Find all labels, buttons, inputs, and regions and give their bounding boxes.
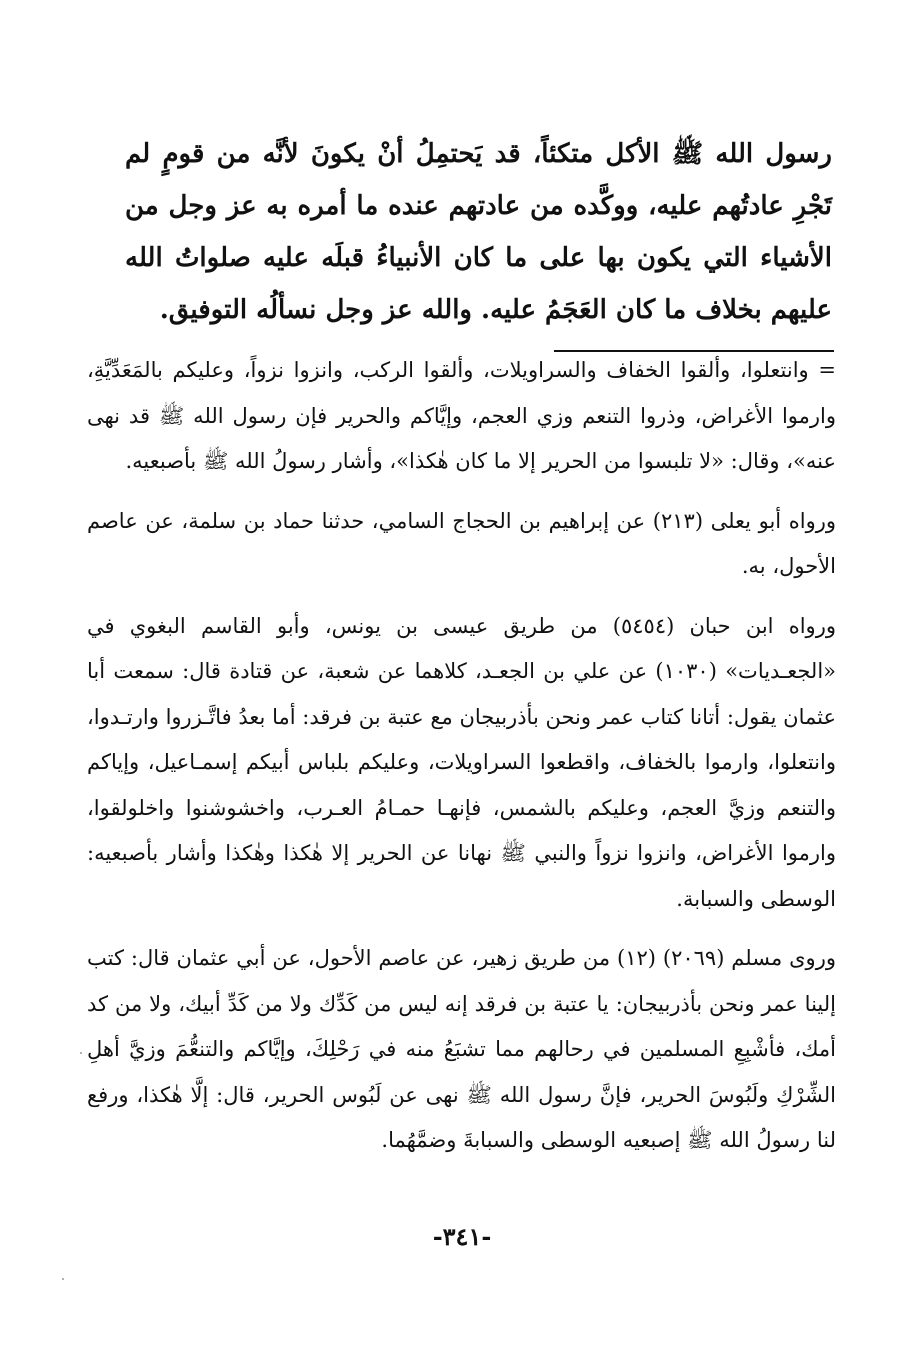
- footnote-paragraph: ورواه ابن حبان (٥٤٥٤) من طريق عيسى بن يونس، وأبو القاسم البغوي في «الجعـديات» (١٠٣٠) عن علي بن الجعـد، كلاهما عن شعبة، عن قتادة قال: سمعت أبا عثمان يقول: أتانا كتاب عمر ونحن بأذربيجان مع عتبة بن فرقد: أما بعدُ فاتَّـزروا وارتـدوا، وانتعلوا، وارموا بالخفاف، واقطعوا السراويلات، وعليكم بلباس أبيكم إسمـاعيل، وإياكم والتنعم وزيَّ العجم، وعليكم بالشمس، فإنهـا حمـامُ العـرب، واخشوشنوا واخلولقوا، وارموا الأغراض، وانزوا نزواً والنبي ﷺ نهانا عن الحرير إلا هٰكذا وهٰكذا وأشار بأصبعيه: الوسطى والسبابة.: [87, 613, 837, 911]
- footnotes-block: [87, 348, 836, 1164]
- main-paragraph: رسول الله ﷺ الأكل متكئاً، قد يَحتمِلُ أنْ يكونَ لأنَّه من قومٍ لم تَجْرِ عادتُهم عليه، ووكَّده من عادتهم عنده ما أمره به عز وجل من الأشياء التي يكون بها على ما كان الأنبياءُ قبلَه عليه صلواتُ الله عليهم بخلاف ما كان العَجَمُ عليه. والله عز وجل نسألُه التوفيق.: [125, 139, 832, 325]
- footnote-paragraph: وروى مسلم (٢٠٦٩) (١٢) من طريق زهير، عن عاصم الأحول، عن أبي عثمان قال: كتب إلينا عمر ونحن بأذربيجان: يا عتبة بن فرقد إنه ليس من كَدِّك ولا من كَدِّ أبيك، ولا من كد أمك، فأشْبِعِ المسلمين في رحالهم مما تشبَعُ منه في رَحْلِكَ، وإيَّاكم والتنعُّمَ وزيَّ أهلِ الشِّرْكِ ولَبُوسَ الحرير، فإنَّ رسول الله ﷺ نهى عن لَبُوس الحرير، قال: إلَّا هٰكذا، ورفع لنا رسولُ الله ﷺ إصبعيه الوسطى والسبابةَ وضمَّهُما.: [87, 946, 836, 1152]
- scan-speck: [80, 1052, 82, 1054]
- footnote-continuation: = وانتعلوا، وألقوا الخفاف والسراويلات، وألقوا الركب، وانزوا نزواً، وعليكم بالمَعَدِّيَّةِ، وارموا الأغراض، وذروا التنعم وزي العجم، وإيَّاكم والحرير فإن رسول الله ﷺ قد نهى عنه»، وقال: «لا تلبسوا من الحرير إلا ما كان هٰكذا»، وأشار رسولُ الله ﷺ بأصبعيه.: [87, 358, 836, 473]
- footnote-paragraph: ورواه أبو يعلى (٢١٣) عن إبراهيم بن الحجاج السامي، حدثنا حماد بن سلمة، عن عاصم الأحول، به.: [87, 508, 836, 578]
- page-number: -٣٤١-: [432, 1222, 492, 1251]
- main-text-block: [125, 128, 832, 336]
- scan-speck: [62, 1278, 64, 1280]
